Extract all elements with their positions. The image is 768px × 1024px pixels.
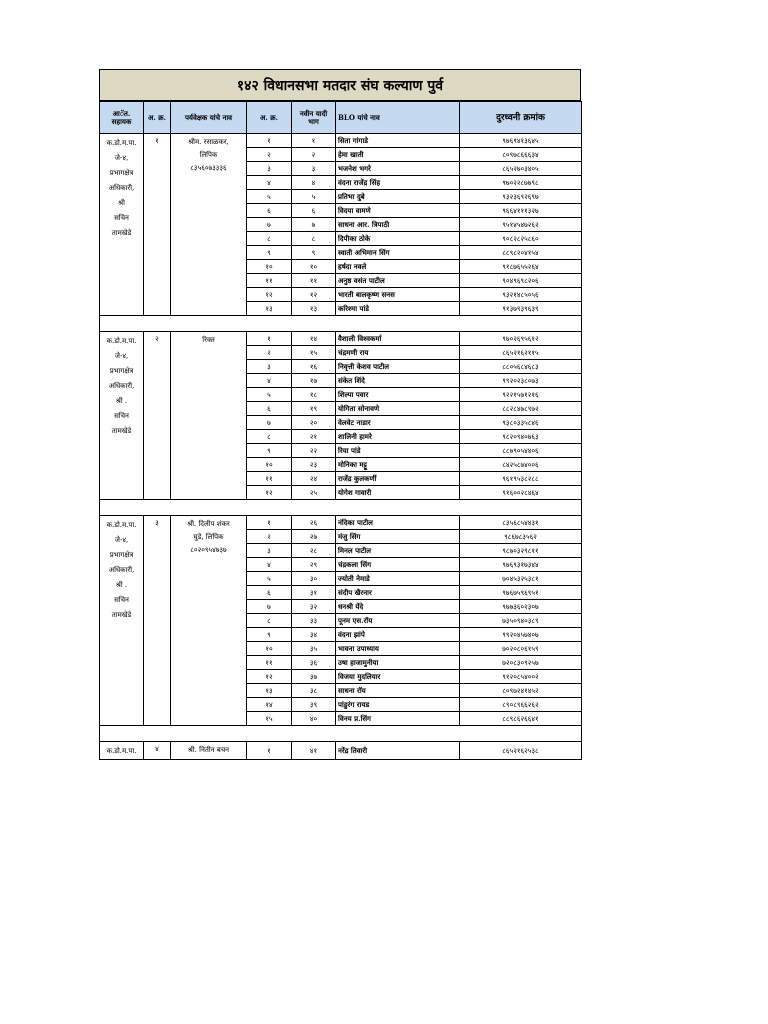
group-separator (100, 500, 582, 516)
asst-line: क.डो.म.पा. (106, 337, 137, 345)
blo-name: अनुष्ठ वसंत पाटील (336, 274, 460, 288)
blo-name: भजनेश भगरे (336, 162, 460, 176)
asst-line: प्रभागक्षेत्र (109, 367, 134, 375)
row-sr: ७ (247, 600, 292, 614)
row-sr: १० (247, 260, 292, 274)
supervisor-line: ८०२०९५४७३७ (190, 546, 227, 554)
phone-number: ८०९७८६६६३४ (460, 148, 582, 162)
blo-name: मिनल पाटील (336, 544, 460, 558)
table-header-row (100, 102, 582, 134)
blo-name: संदीप खैरनार (336, 586, 460, 600)
row-sr: ११ (247, 656, 292, 670)
row-sr: ११ (247, 274, 292, 288)
group-separator (100, 726, 582, 742)
row-part: ३२ (292, 600, 336, 614)
blo-name: नंदिका पाटील (336, 516, 460, 530)
supervisor-line: घुडे, लिपिक (193, 533, 224, 541)
row-sr: १३ (247, 302, 292, 316)
blo-name: योगेश गावारी (336, 486, 460, 500)
row-sr: १ (247, 332, 292, 346)
group-separator (100, 316, 582, 332)
phone-number: ९३२३६९२६९७ (460, 190, 582, 204)
phone-number: ९७६९३१७३४४ (460, 558, 582, 572)
row-sr: १ (247, 516, 292, 530)
header-supervisor: पर्यवेक्षक यांचे नाव (171, 102, 247, 134)
row-sr: १३ (247, 684, 292, 698)
blo-name: रिया पांडे (336, 444, 460, 458)
phone-number: ८८९८२०४१५४ (460, 246, 582, 260)
blo-name: पूनम एस.रॉय (336, 614, 460, 628)
row-part: ४१ (292, 742, 336, 760)
blo-name: सिता गांगाडे (336, 134, 460, 148)
asst-line: श्री . (115, 397, 128, 405)
row-sr: ७ (247, 416, 292, 430)
row-sr: १ (247, 742, 292, 760)
row-part: ८ (292, 232, 336, 246)
blo-name: वैशाली विश्वकर्मा (336, 332, 460, 346)
phone-number: ९१८७६५५२६४ (460, 260, 582, 274)
row-part: ३० (292, 572, 336, 586)
row-sr: ८ (247, 614, 292, 628)
row-part: ३८ (292, 684, 336, 698)
row-sr: ५ (247, 388, 292, 402)
supervisor-cell (171, 516, 247, 726)
asst-line: श्री (118, 199, 125, 207)
phone-number: ९६६४१११३२७ (460, 204, 582, 218)
row-part: ३ (292, 162, 336, 176)
row-part: ३९ (292, 698, 336, 712)
phone-number: ९०८२८२५८६० (460, 232, 582, 246)
supervisor-cell (171, 134, 247, 316)
blo-name: पांडुरंग रायड (336, 698, 460, 712)
row-part: १९ (292, 402, 336, 416)
row-part: २७ (292, 530, 336, 544)
row-part: ६ (292, 204, 336, 218)
row-sr: २ (247, 148, 292, 162)
blo-name: योगिता सोनावणे (336, 402, 460, 416)
asst-line: क.डो.म.पा. (106, 747, 137, 755)
row-sr: ८ (247, 430, 292, 444)
phone-number: ८८२८४७८९७२ (460, 402, 582, 416)
row-sr: १ (247, 134, 292, 148)
asst-line: क.डो.म.पा. (106, 521, 137, 529)
row-part: ४ (292, 176, 336, 190)
asst-cell (100, 742, 144, 760)
phone-number: ७०२०८०६१५९ (460, 642, 582, 656)
blo-name: विदया वामणे (336, 204, 460, 218)
blo-name: संकेत शिंदे (336, 374, 460, 388)
row-sr: ११ (247, 472, 292, 486)
asst-line: तामखेडे (111, 427, 132, 435)
blo-name: हर्षदा नवले (336, 260, 460, 274)
row-sr: १० (247, 458, 292, 472)
phone-number: ९५१४५४७२६२ (460, 218, 582, 232)
asst-line: सचिन (114, 412, 129, 420)
header-part: नवीन यादी भाग (292, 102, 336, 134)
row-part: ४० (292, 712, 336, 726)
row-part: २४ (292, 472, 336, 486)
group-sr-cell: ४ (144, 742, 171, 760)
phone-number: ८६५२१६२११५ (460, 346, 582, 360)
row-sr: ४ (247, 558, 292, 572)
phone-number: ८६५२७०३४०५ (460, 162, 582, 176)
phone-number: ९७७३६०२३०७ (460, 600, 582, 614)
row-part: ११ (292, 274, 336, 288)
phone-number: ८०९७२४१४५२ (460, 684, 582, 698)
asst-line: तामखेडे (111, 611, 132, 619)
asst-cell (100, 332, 144, 500)
row-sr: ९ (247, 444, 292, 458)
row-sr: ३ (247, 162, 292, 176)
voter-list-sheet (99, 69, 581, 760)
supervisor-line: ८३५६०७३३३६ (190, 164, 227, 172)
row-part: ३६ (292, 656, 336, 670)
phone-number: ८८७९०५४४०६ (460, 444, 582, 458)
phone-number: ९७६७५९६९५१ (460, 586, 582, 600)
row-part: २२ (292, 444, 336, 458)
row-part: २३ (292, 458, 336, 472)
blo-name: भारती बालकृष्ण सनस (336, 288, 460, 302)
phone-number: ८९०८९६६२६२ (460, 698, 582, 712)
blo-name: विजया मुदलियार (336, 670, 460, 684)
row-part: १७ (292, 374, 336, 388)
blo-name: मोनिका मट्टू (336, 458, 460, 472)
blo-name: वंदना राजेंद्र सिंह (336, 176, 460, 190)
row-part: १५ (292, 346, 336, 360)
blo-name: स्वाती अभिमान सिंग (336, 246, 460, 260)
row-part: ३५ (292, 642, 336, 656)
row-part: २६ (292, 516, 336, 530)
supervisor-line: लिपिक (199, 151, 218, 159)
asst-line: अधिकारी, (108, 382, 135, 390)
row-sr: २ (247, 346, 292, 360)
blo-name: विनय प्र.सिंग (336, 712, 460, 726)
row-part: १३ (292, 302, 336, 316)
row-sr: ४ (247, 374, 292, 388)
blo-name: ज्योती नेमाडे (336, 572, 460, 586)
blo-name: उषा हाजामुनीया (336, 656, 460, 670)
blo-name: मंजु सिंग (336, 530, 460, 544)
phone-number: ९७०२६९५६१२ (460, 332, 582, 346)
phone-number: ८३५६८५४४३१ (460, 516, 582, 530)
phone-number: ८४२५८७४००६ (460, 458, 582, 472)
row-sr: ६ (247, 204, 292, 218)
row-part: ९ (292, 246, 336, 260)
row-sr: १२ (247, 288, 292, 302)
row-part: ३१ (292, 586, 336, 600)
group-sr-cell: १ (144, 134, 171, 316)
blo-name: चंद्रकला सिंग (336, 558, 460, 572)
row-part: १० (292, 260, 336, 274)
phone-number: ८६५२१६२५३८ (460, 742, 582, 760)
row-part: २ (292, 148, 336, 162)
blo-name: वंदना झांपे (336, 628, 460, 642)
asst-line: अधिकारी, (108, 184, 135, 192)
sheet-title: १४२ विधानसभा मतदार संघ कल्याण पुर्व (99, 69, 581, 101)
table-row (100, 134, 582, 148)
row-part: २५ (292, 486, 336, 500)
supervisor-line: श्री. दिलीप शंकर (187, 520, 230, 528)
phone-number: ९१२०८५४००२ (460, 670, 582, 684)
row-sr: १५ (247, 712, 292, 726)
group-sr-cell: ३ (144, 516, 171, 726)
supervisor-line: श्रीम. रसाळकर, (188, 138, 229, 146)
row-part: २९ (292, 558, 336, 572)
blo-name: राजेंद्र कुलकर्णी (336, 472, 460, 486)
blo-name: साधना रॉय (336, 684, 460, 698)
phone-number: ९३२१४८५०५६ (460, 288, 582, 302)
phone-number: ९९२०४५७४०७ (460, 628, 582, 642)
table-row (100, 332, 582, 346)
blo-name: साधना आर. त्रिपाठी (336, 218, 460, 232)
asst-line: प्रभागक्षेत्र (109, 551, 134, 559)
asst-line: जे-४, (114, 536, 129, 544)
row-part: ३४ (292, 628, 336, 642)
row-part: १६ (292, 360, 336, 374)
blo-name: शालिनी हामरे (336, 430, 460, 444)
phone-number: ९८६७८३५६२ (460, 530, 582, 544)
phone-number: ९१६००२८४६४ (460, 486, 582, 500)
phone-number: ९२२१५७१२१६ (460, 388, 582, 402)
row-sr: ९ (247, 628, 292, 642)
header-blo: BLO यांचे नाव (336, 102, 460, 134)
blo-table (99, 101, 582, 760)
asst-line: जे-४, (114, 154, 129, 162)
row-sr: ६ (247, 586, 292, 600)
blo-name: हेमा खाती (336, 148, 460, 162)
phone-number: ९३८०३३५८४६ (460, 416, 582, 430)
phone-number: ९८२०९४०७६३ (460, 430, 582, 444)
asst-line: सचिन (114, 596, 129, 604)
phone-number: ७२०८३०९२५७ (460, 656, 582, 670)
blo-name: शिल्पा पवार (336, 388, 460, 402)
row-sr: १२ (247, 486, 292, 500)
row-part: २० (292, 416, 336, 430)
asst-line: तामखेडे (111, 229, 132, 237)
asst-cell (100, 516, 144, 726)
row-part: २८ (292, 544, 336, 558)
asst-cell (100, 134, 144, 316)
header-sr: अ. क्र. (144, 102, 171, 134)
blo-name: नरेंद्र तिवारी (336, 742, 460, 760)
phone-number: ७३५०९४०३८९ (460, 614, 582, 628)
row-part: १४ (292, 332, 336, 346)
row-part: ७ (292, 218, 336, 232)
group-sr-cell: २ (144, 332, 171, 500)
row-sr: ७ (247, 218, 292, 232)
blo-name: चंद्रमणी राय (336, 346, 460, 360)
row-part: १२ (292, 288, 336, 302)
header-phone: दुरध्वनी क्रमांक (460, 102, 582, 134)
row-sr: ८ (247, 232, 292, 246)
phone-number: ९१३७९३९६३९ (460, 302, 582, 316)
row-part: १८ (292, 388, 336, 402)
blo-name: वेलवेट नाडार (336, 416, 460, 430)
row-sr: ४ (247, 176, 292, 190)
row-sr: ९ (247, 246, 292, 260)
row-sr: ३ (247, 360, 292, 374)
phone-number: ९८७०३२९८११ (460, 544, 582, 558)
row-part: ३७ (292, 670, 336, 684)
blo-name: भावना उपाध्याय (336, 642, 460, 656)
phone-number: ९७०२२८७७९८ (460, 176, 582, 190)
blo-name: दिपीका ठोके (336, 232, 460, 246)
table-body (100, 134, 582, 760)
supervisor-line: श्री. नितीन बचन (187, 746, 230, 754)
blo-name: धनश्री येंदे (336, 600, 460, 614)
supervisor-cell (171, 332, 247, 500)
phone-number: ९९२०२३८०७३ (460, 374, 582, 388)
asst-line: क.डो.म.पा. (106, 139, 137, 147)
phone-number: ९०४९६९८२०६ (460, 274, 582, 288)
row-sr: २ (247, 530, 292, 544)
phone-number: ७०४५३२५३८१ (460, 572, 582, 586)
row-sr: ३ (247, 544, 292, 558)
asst-line: प्रभागक्षेत्र (109, 169, 134, 177)
header-sr2: अ. क्र. (247, 102, 292, 134)
row-sr: १२ (247, 670, 292, 684)
blo-name: प्रतिभा दुबे (336, 190, 460, 204)
asst-line: श्री . (115, 581, 128, 589)
row-part: १ (292, 134, 336, 148)
asst-line: जे-४, (114, 352, 129, 360)
blo-name: करिश्मा पांडे (336, 302, 460, 316)
phone-number: ८८९८६२६६४१ (460, 712, 582, 726)
supervisor-line: रिक्त (202, 336, 215, 344)
table-row (100, 516, 582, 530)
row-sr: ५ (247, 572, 292, 586)
supervisor-cell (171, 742, 247, 760)
row-sr: ६ (247, 402, 292, 416)
blo-name: निवृत्ती केशव पाटील (336, 360, 460, 374)
phone-number: ९६१९५३८२८८ (460, 472, 582, 486)
row-part: २१ (292, 430, 336, 444)
row-sr: १० (247, 642, 292, 656)
phone-number: ८८०५६८४६८३ (460, 360, 582, 374)
asst-line: सचिन (114, 214, 129, 222)
row-sr: ५ (247, 190, 292, 204)
header-asst: आॅत. सहायक (100, 102, 144, 134)
row-part: ५ (292, 190, 336, 204)
asst-line: अधिकारी, (108, 566, 135, 574)
row-part: ३३ (292, 614, 336, 628)
table-row (100, 742, 582, 760)
row-sr: १४ (247, 698, 292, 712)
phone-number: ९७६९४१३६४५ (460, 134, 582, 148)
